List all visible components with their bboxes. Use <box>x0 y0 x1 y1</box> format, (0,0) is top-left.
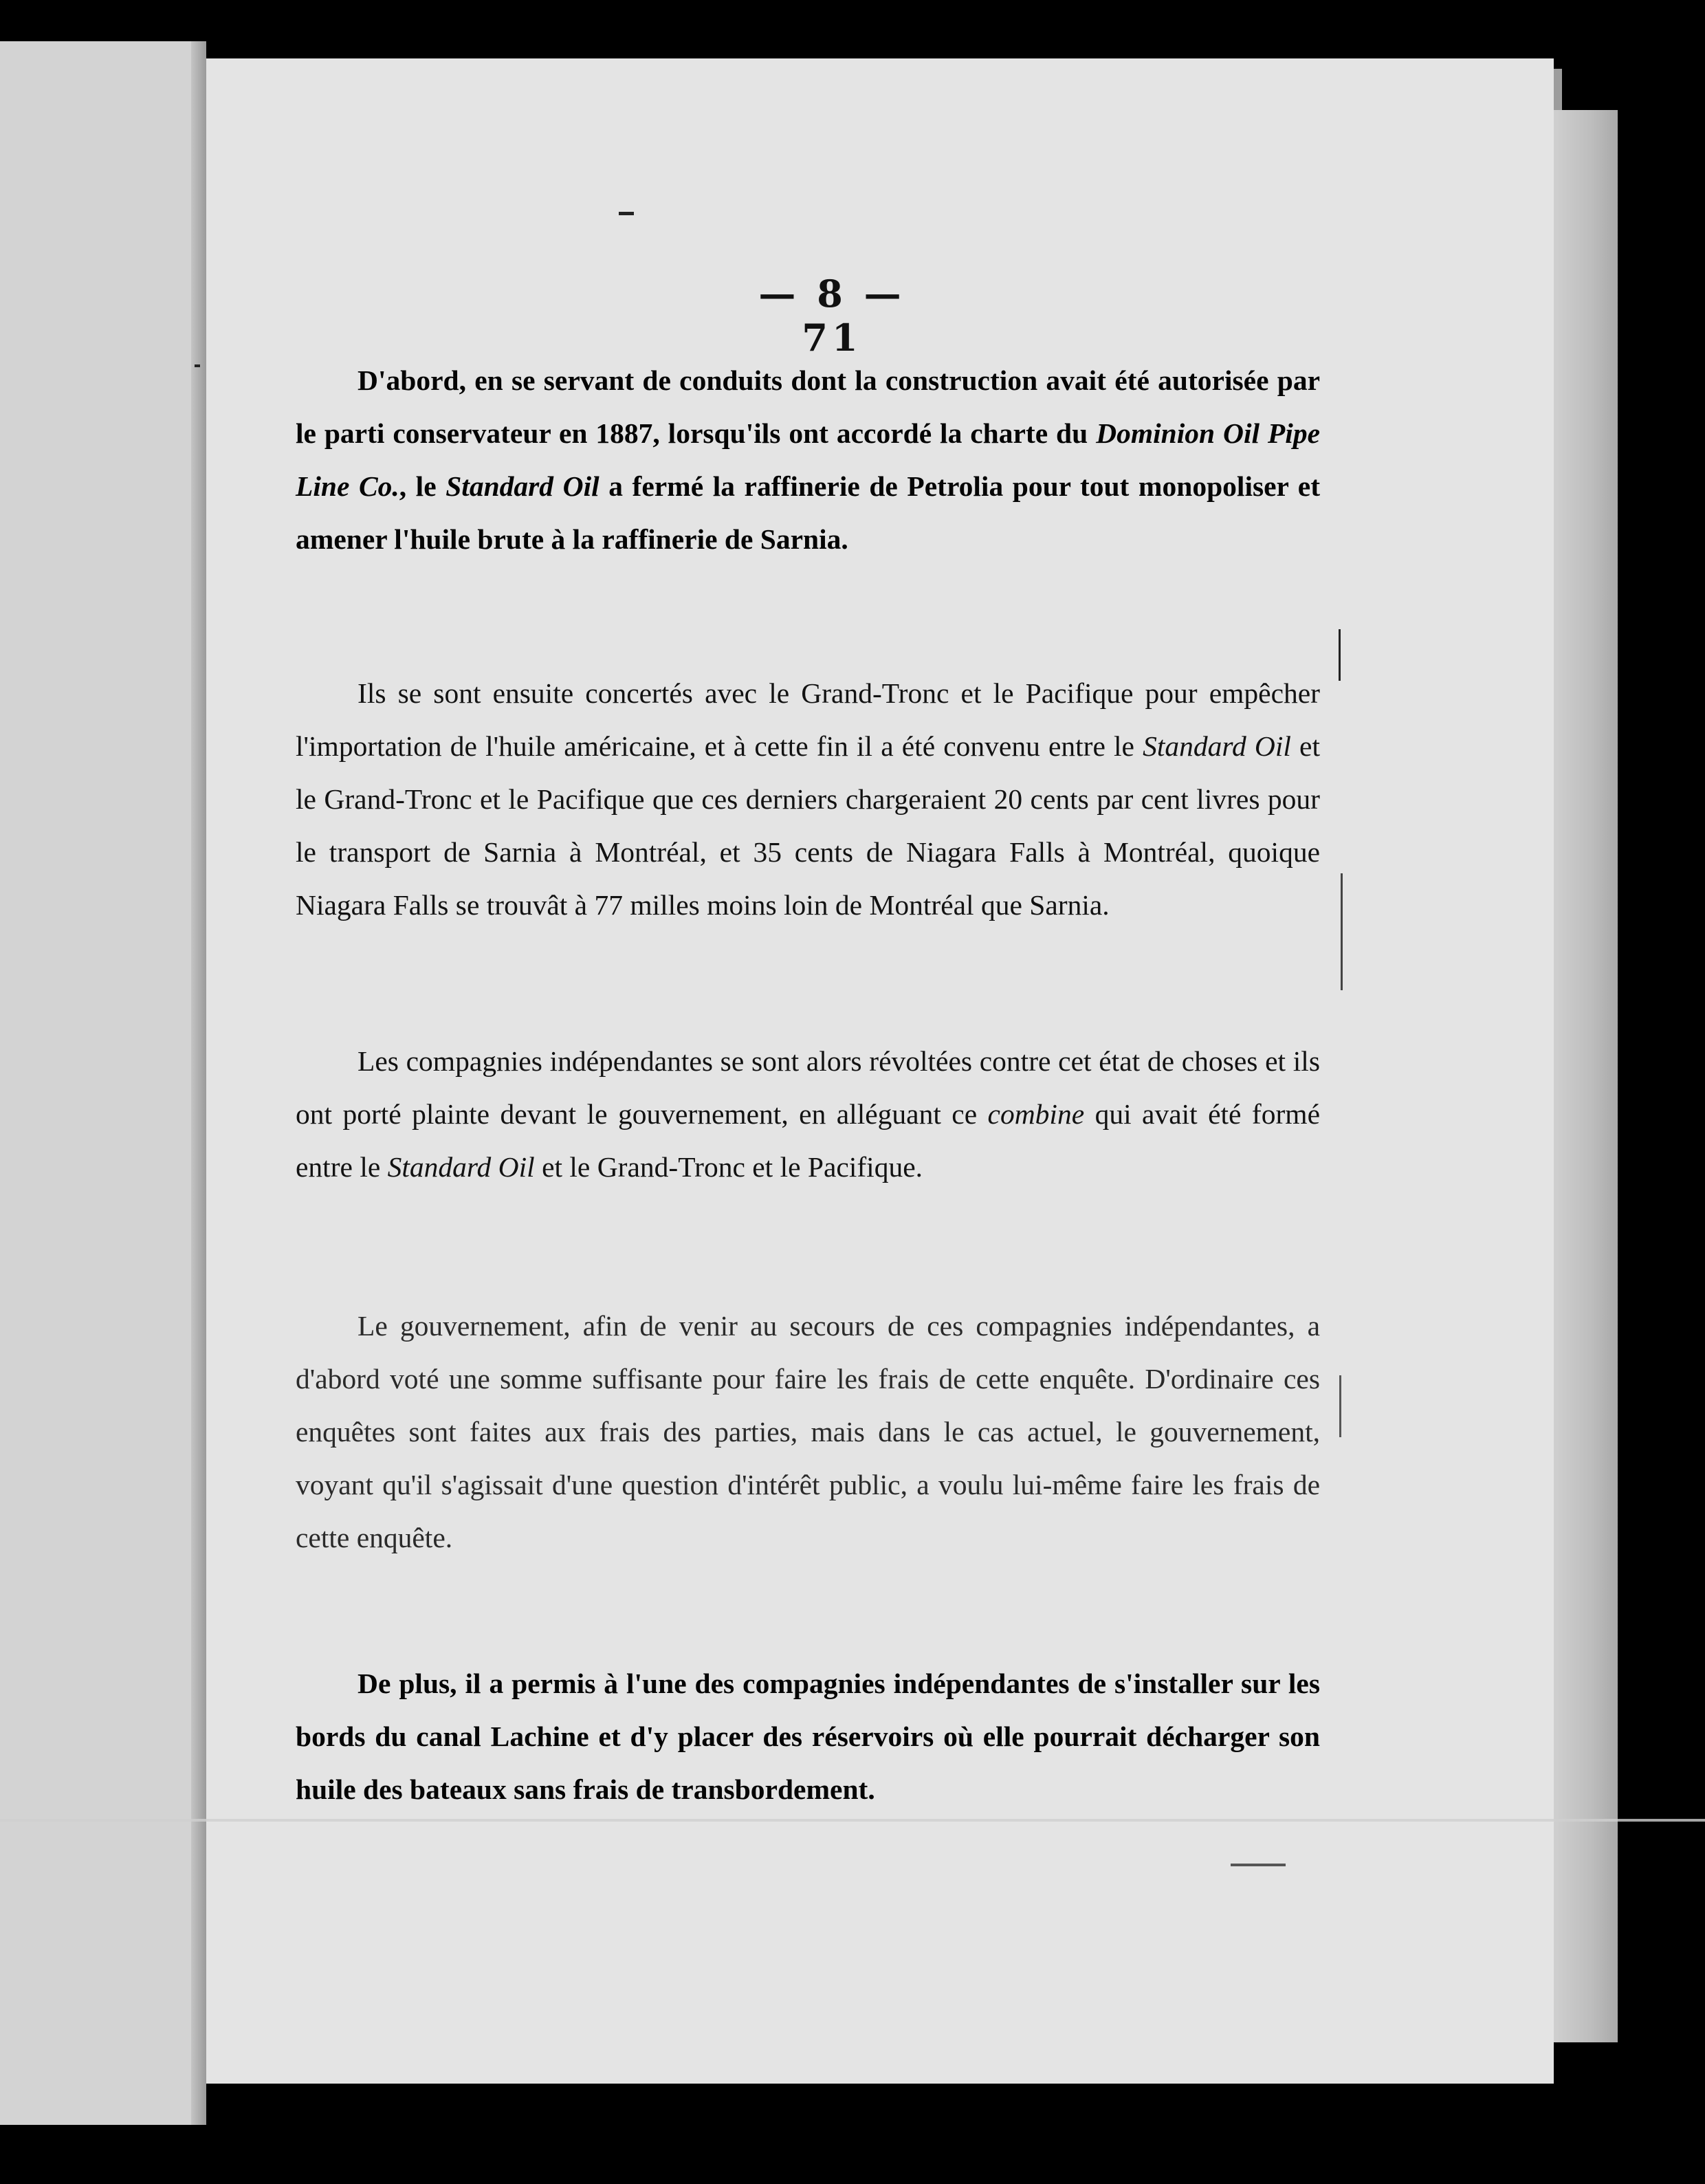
paragraph-5-text: De plus, il a permis à l'une des compagnies indépendantes de s'installer sur les bords du canal Lachine et d'y placer des réservoirs où elle pourrait décharger son huile des bateaux sans frais de transbordement. <box>296 1668 1320 1805</box>
paragraph-1-text: D'abord, en se servant de conduits dont la construction avait été autorisée par le parti conservateur en 1887, lorsqu'ils ont accordé la charte du Dominion Oil Pipe Line Co., le Standard Oil a fermé la raffinerie de Petrolia pour tout monopoliser et amener l'huile brute à la raffinerie de Sarnia. <box>296 364 1321 555</box>
ink-speck <box>1231 1864 1286 1866</box>
paragraph-4 <box>296 1300 1320 1564</box>
margin-mark <box>1341 873 1343 990</box>
margin-mark <box>1339 1375 1341 1437</box>
page-number: — 8 — 71 <box>758 272 905 360</box>
paragraph-1 <box>296 354 1320 566</box>
paragraph-2-text: Ils se sont ensuite concertés avec le Grand-Tronc et le Pacifique pour empêcher l'importation de l'huile américaine, et à cette fin il a été convenu entre le Standard Oil et le Grand-Tronc et le Pacifique que ces derniers chargeraient 20 cents par cent livres pour le transport de Sarnia à Montréal, et 35 cents de Niagara Falls à Montréal, quoique Niagara Falls se trouvât à 77 milles moins loin de Montréal que Sarnia. <box>296 677 1321 921</box>
paragraph-5 <box>296 1657 1320 1816</box>
margin-mark <box>1339 629 1341 681</box>
underlying-pages-edge <box>1550 110 1618 2042</box>
ink-speck <box>619 212 634 215</box>
paragraph-4-text: Le gouvernement, afin de venir au secours de ces compagnies indépendantes, a d'abord voté une somme suffisante pour faire les frais de cette enquête. D'ordinaire ces enquêtes sont faites aux frais des parties, mais dans le cas actuel, le gouvernement, voyant qu'il s'agissait d'une question d'intérêt public, a voulu lui-même faire les frais de cette enquête. <box>296 1310 1320 1553</box>
scan-fold-line <box>0 1819 1705 1822</box>
paragraph-3 <box>296 1035 1320 1194</box>
paragraph-3-text: Les compagnies indépendantes se sont alors révoltées contre cet état de choses et ils ont porté plainte devant le gouvernement, en alléguant ce combine qui avait été formé entre le Standard Oil et le Grand-Tronc et le Pacifique. <box>296 1045 1320 1183</box>
ink-speck <box>195 364 200 367</box>
paragraph-2 <box>296 667 1320 932</box>
facing-page-edge <box>0 41 206 2125</box>
